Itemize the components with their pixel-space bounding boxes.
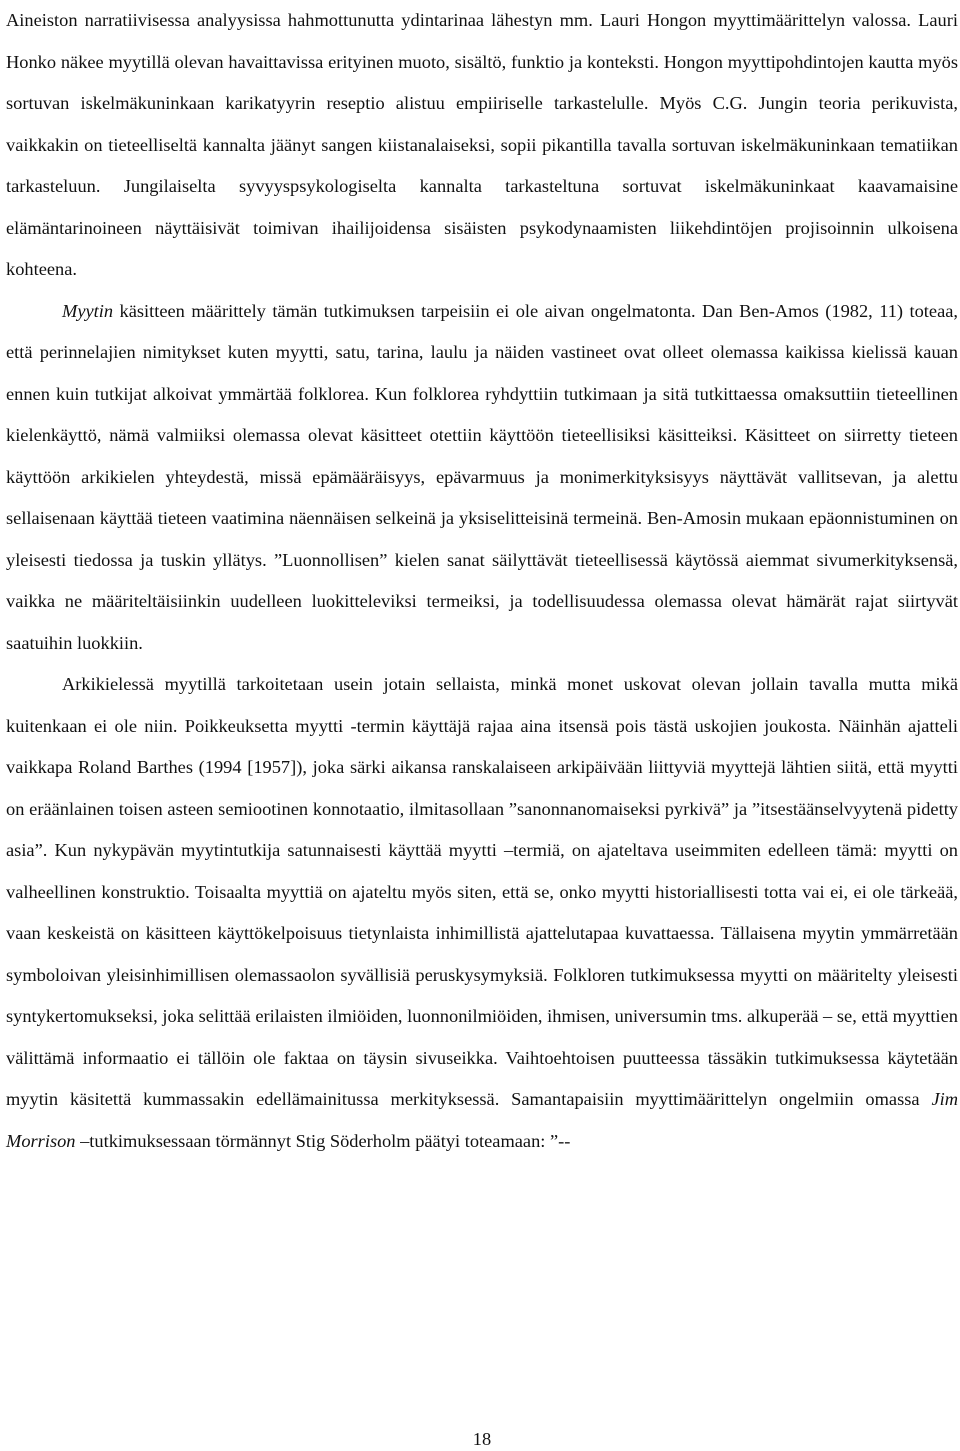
text-segment: Arkikielessä myytillä tarkoitetaan usein jotain sellaista, minkä monet uskovat olevan jollain tavalla mutta mikä kuitenkaan ei ole niin. Poikkeuksetta myytti -termin käyttäjä rajaa aina itsensä pois tästä uskojien joukosta. Näinhän ajatteli vaikkapa Roland Barthes (1994 [1957]), joka särki aikansa ranskalaiseen arkipäivään liittyviä myyttejä lähtien siitä, että myytti on eräänlainen toisen asteen semiootinen konnotaatio, ilmitasollaan ”sanonnanomaiseksi pyrkivä” ja ”itsestäänselvyytenä pidetty asia”. Kun nykypävän myytintutkija satunnaisesti käyttää myytti –termiä, on ajateltava useimmiten edelleen tämä: myytti on valheellinen konstruktio. Toisaalta myyttiä on ajateltu myös siten, että se, onko myytti historiallisesti totta vai ei, ei ole tärkeää, vaan keskeistä on käsitteen käyttökelpoisuus tietynlaista inhimillistä ajattelutapaa kuvattaessa. Tällaisena myytin ymmärretään symboloivan yleisinhimillisen olemassaolon syvällisiä peruskysymyksiä. Folkloren tutkimuksessa myytti on määritelty yleisesti syntykertomukseksi, joka selittää erilaisten ilmiöiden, luonnonilmiöiden, ihmisen, universumin tms. alkuperää – se, että myyttien välittämä informaatio ei tällöin ole faktaa on täysin sivuseikka. Vaihtoehtoisen puutteessa tässäkin tutkimuksessa käytetään myytin käsitettä kummassakin edellämainitussa merkityksessä. Samantapaisiin myyttimäärittelyn ongelmiin omassa [6,674,958,1109]
italic-text-segment: Myytin [62,300,114,321]
text-segment: Aineiston narratiivisessa analyysissa hahmottunutta ydintarinaa lähestyn mm. Lauri Hongon myyttimäärittelyn valossa. Lauri Honko näkee myytillä olevan havaittavissa erityinen muoto, sisältö, funktio ja konteksti. Hongon myyttipohdintojen kautta myös sortuvan iskelmäkuninkaan karikatyyrin reseptio alistuu empiiriselle tarkastelulle. Myös C.G. Jungin teoria perikuvista, vaikkakin on tieteelliseltä kannalta jäänyt sangen kiistanalaiseksi, sopii pikantilla tavalla sortuvan iskelmäkuninkaan tematiikan tarkasteluun. Jungilaiselta syvyyspsykologiselta kannalta tarkasteltuna sortuvat iskelmäkuninkaat kaavamaisine elämäntarinoineen näyttäisivät toimivan ihailijoidensa sisäisten psykodynaamisten liikehdintöjen projisoinnin ulkoisena kohteena. [6,10,958,279]
body-text [6,0,958,1162]
text-segment: käsitteen määrittely tämän tutkimuksen tarpeisiin ei ole aivan ongelmatonta. Dan Ben-Amos (1982, 11) toteaa, että perinnelajien nimitykset kuten myytti, satu, tarina, laulu ja näiden vastineet ovat olleet olemassa kaikissa kielissä kauan ennen kuin tutkijat alkoivat ymmärtää folklorea. Kun folklorea ryhdyttiin tutkimaan ja sitä tutkittaessa omaksuttiin tieteellinen kielenkäyttö, nämä valmiiksi olemassa olevat käsitteet otettiin käyttöön tieteellisiksi käsitteiksi. Käsitteet on siirretty tieteen käyttöön arkikielen yhteydestä, missä epämääräisyys, epävarmuus ja monimerkityksisyys näyttävät vallitsevan, ja alettu sellaisenaan käyttää tieteen vaatimina näennäisen selkeinä ja yksiselitteisinä termeinä. Ben-Amosin mukaan epäonnistuminen on yleisesti tiedossa ja tuskin yllätys. ”Luonnollisen” kielen sanat säilyttävät tieteellisessä käytössä aiemmat sivumerkityksensä, vaikka ne määriteltäisiinkin uudelleen luokitteleviksi termeiksi, ja todellisuudessa olemassa olevat hämärät rajat siirtyvät saatuihin luokkiin. [6,300,958,653]
paragraph [6,664,958,1162]
text-segment: –tutkimuksessaan törmännyt Stig Söderholm päätyi toteamaan: ”-- [75,1130,571,1151]
paragraph [6,0,958,291]
italic-text-segment: Jim Morrison [6,1089,958,1151]
document-page [6,0,958,1451]
page-number: 18 [472,1429,492,1449]
paragraph [6,291,958,665]
